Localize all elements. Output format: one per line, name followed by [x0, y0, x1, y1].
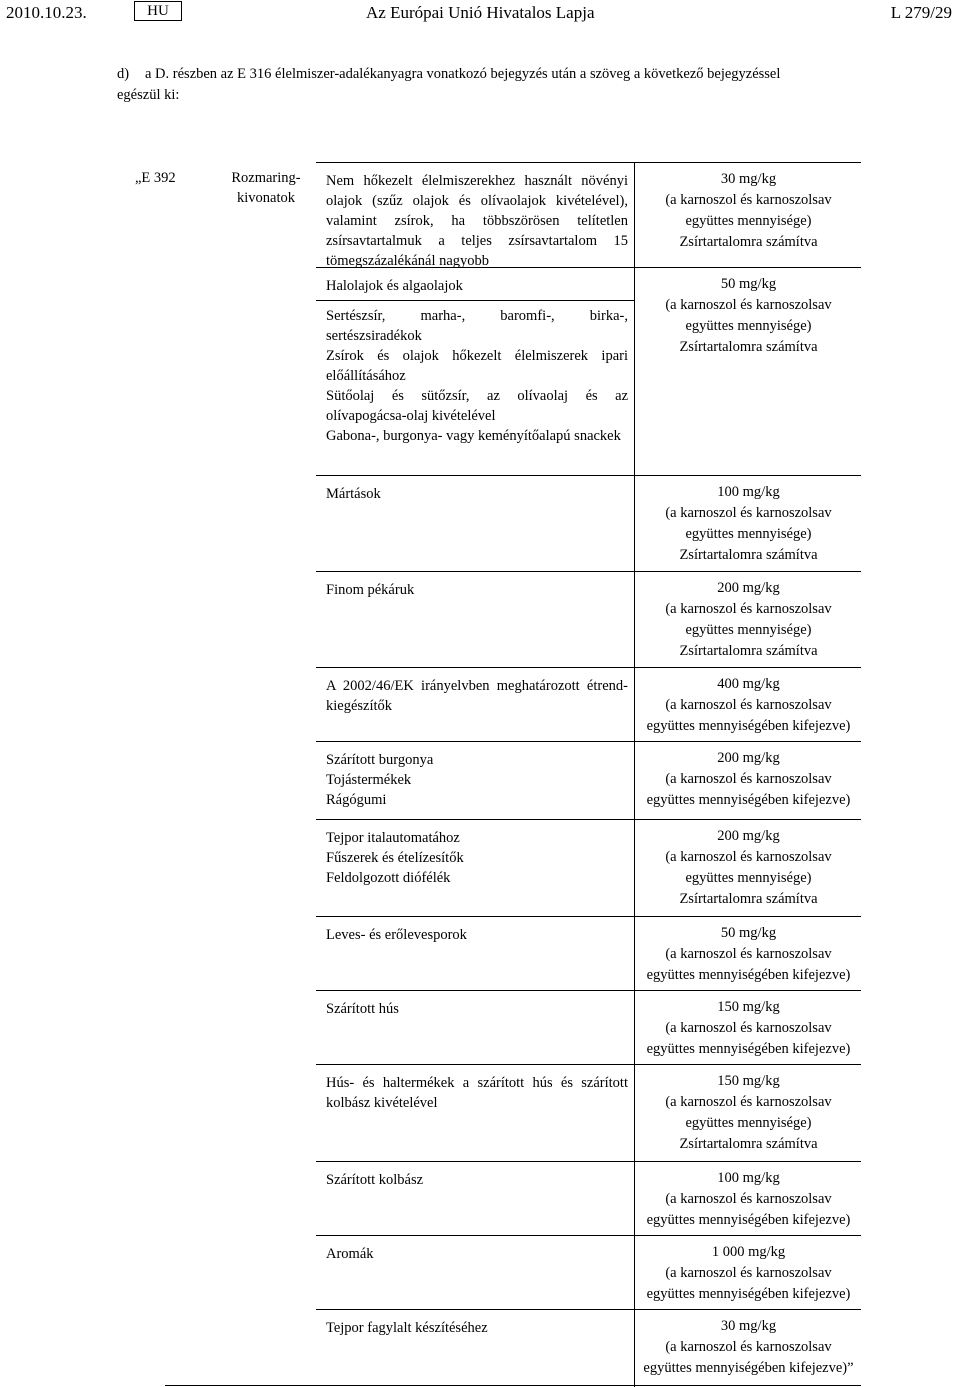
- maximum-level-note: (a karnoszol és karnoszolsav: [665, 849, 832, 865]
- table-row: [316, 163, 861, 268]
- column-separator: [634, 572, 635, 668]
- column-separator: [634, 917, 635, 991]
- maximum-level-cell: [636, 578, 861, 662]
- food-category: Tejpor italautomatához: [326, 830, 460, 846]
- maximum-level-value: 200 mg/kg: [717, 828, 780, 844]
- maximum-level-value: 30 mg/kg: [720, 171, 777, 187]
- maximum-level-cell: [636, 482, 861, 566]
- column-separator: [634, 1310, 635, 1387]
- column-separator: [634, 668, 635, 742]
- additive-name-line-1: Rozmaring-: [231, 170, 301, 186]
- maximum-level-note: (a karnoszol és karnoszolsav: [665, 601, 832, 617]
- category-divider: [316, 300, 634, 301]
- maximum-level-note: együttes mennyisége): [685, 526, 812, 542]
- maximum-level-value: 50 mg/kg: [720, 925, 777, 941]
- table-row: [316, 1162, 861, 1236]
- table-row: [316, 1065, 861, 1162]
- maximum-level-note: (a karnoszol és karnoszolsav: [665, 697, 832, 713]
- maximum-level-cell: [636, 169, 861, 253]
- food-category: Szárított hús: [326, 1001, 399, 1017]
- column-separator: [634, 163, 635, 268]
- maximum-level-cell: [636, 748, 861, 811]
- food-category: Mártások: [326, 486, 381, 502]
- maximum-level-cell: [636, 1242, 861, 1305]
- maximum-level-value: 30 mg/kg: [720, 1318, 777, 1334]
- maximum-level-note: (a karnoszol és karnoszolsav: [665, 297, 832, 313]
- column-separator: [634, 991, 635, 1065]
- language-badge: HU: [134, 1, 182, 21]
- maximum-level-value: 200 mg/kg: [717, 580, 780, 596]
- food-category: Rágógumi: [326, 792, 387, 808]
- maximum-level-note: együttes mennyiségében kifejezve): [646, 792, 851, 808]
- column-separator: [634, 1236, 635, 1310]
- column-separator: [634, 820, 635, 917]
- maximum-level-cell: [636, 1316, 861, 1379]
- journal-title: Az Európai Unió Hivatalos Lapja: [366, 3, 595, 22]
- table-row: [316, 1236, 861, 1310]
- maximum-level-note: együttes mennyiségében kifejezve): [646, 1286, 851, 1302]
- food-category: A 2002/46/EK irányelvben meghatározott étrend-kiegészítők: [326, 678, 628, 714]
- maximum-level-note: együttes mennyiségében kifejezve): [646, 967, 851, 983]
- maximum-level-note: együttes mennyisége): [685, 870, 812, 886]
- maximum-level-cell: [636, 826, 861, 910]
- maximum-level-note: együttes mennyiségében kifejezve): [646, 1041, 851, 1057]
- food-category: Feldolgozott diófélék: [326, 870, 451, 886]
- maximum-level-note: együttes mennyisége): [685, 213, 812, 229]
- food-category: Szárított kolbász: [326, 1172, 424, 1188]
- column-separator: [634, 476, 635, 572]
- food-category-cell: [326, 828, 628, 888]
- table-row: [316, 572, 861, 668]
- maximum-level-note: (a karnoszol és karnoszolsav: [665, 1020, 832, 1036]
- maximum-level-value: 1 000 mg/kg: [711, 1244, 786, 1260]
- maximum-level-note: (a karnoszol és karnoszolsav: [665, 192, 832, 208]
- food-category-cell: [326, 999, 628, 1019]
- maximum-level-note: (a karnoszol és karnoszolsav: [665, 1339, 832, 1355]
- food-category: Tejpor fagylalt készítéséhez: [326, 1320, 488, 1336]
- maximum-level-value: 150 mg/kg: [717, 999, 780, 1015]
- food-category: Hús- és haltermékek a szárított hús és szárított kolbász kivételével: [326, 1075, 628, 1111]
- food-category-cell: [326, 276, 628, 446]
- column-separator: [634, 1065, 635, 1162]
- maximum-level-value: 100 mg/kg: [717, 484, 780, 500]
- maximum-level-note: együttes mennyiségében kifejezve): [646, 718, 851, 734]
- maximum-level-note: együttes mennyisége): [685, 318, 812, 334]
- food-category: Leves- és erőlevesporok: [326, 927, 467, 943]
- page-header: [0, 0, 960, 30]
- food-category: Gabona-, burgonya- vagy keményítőalapú snackek: [326, 428, 621, 444]
- maximum-level-note: Zsírtartalomra számítva: [679, 891, 818, 907]
- column-separator: [634, 742, 635, 820]
- column-separator: [634, 268, 635, 476]
- maximum-level-note: (a karnoszol és karnoszolsav: [665, 1191, 832, 1207]
- maximum-level-cell: [636, 1168, 861, 1231]
- table-row: [316, 742, 861, 820]
- table-row: [316, 668, 861, 742]
- food-category-cell: [326, 171, 628, 271]
- publication-date: 2010.10.23.: [6, 3, 87, 22]
- amendment-intro: [117, 64, 863, 106]
- food-category: Halolajok és algaolajok: [326, 278, 463, 294]
- food-category-cell: [326, 1073, 628, 1113]
- maximum-level-note: együttes mennyisége): [685, 1115, 812, 1131]
- maximum-level-note: (a karnoszol és karnoszolsav: [665, 1265, 832, 1281]
- maximum-level-note: (a karnoszol és karnoszolsav: [665, 771, 832, 787]
- maximum-level-note: Zsírtartalomra számítva: [679, 234, 818, 250]
- maximum-level-value: 100 mg/kg: [717, 1170, 780, 1186]
- food-category: Tojástermékek: [326, 772, 412, 788]
- food-category: Sütőolaj és sütőzsír, az olívaolaj és az olívapogácsa-olaj kivételével: [326, 388, 628, 424]
- item-label: d): [117, 66, 130, 82]
- maximum-level-cell: [636, 997, 861, 1060]
- e-number: „E 392: [135, 170, 176, 186]
- maximum-level-note: együttes mennyiségében kifejezve)”: [643, 1360, 854, 1376]
- column-separator: [634, 1162, 635, 1236]
- table-row: [316, 268, 861, 476]
- maximum-level-cell: [636, 274, 861, 358]
- food-category-cell: [326, 750, 628, 810]
- maximum-level-note: együttes mennyiségében kifejezve): [646, 1212, 851, 1228]
- additive-name-line-2: kivonatok: [237, 190, 295, 206]
- maximum-level-cell: [636, 923, 861, 986]
- food-category-cell: [326, 580, 628, 600]
- maximum-level-cell: [636, 674, 861, 737]
- table-row: [316, 476, 861, 572]
- maximum-level-note: Zsírtartalomra számítva: [679, 339, 818, 355]
- food-category-cell: [326, 925, 628, 945]
- maximum-level-note: (a karnoszol és karnoszolsav: [665, 946, 832, 962]
- page-reference: L 279/29: [890, 3, 952, 22]
- maximum-level-note: Zsírtartalomra számítva: [679, 1136, 818, 1152]
- maximum-level-note: Zsírtartalomra számítva: [679, 547, 818, 563]
- food-category-cell: [326, 1244, 628, 1264]
- additive-name: [226, 168, 306, 208]
- food-category: Sertészsír, marha-, baromfi-, birka-, sertészsiradékok: [326, 308, 628, 344]
- maximum-level-value: 50 mg/kg: [720, 276, 777, 292]
- intro-text-line-1: a D. részben az E 316 élelmiszer-adalékanyagra vonatkozó bejegyzés után a szöveg a következő bejegyzéssel: [145, 66, 781, 82]
- maximum-level-note: (a karnoszol és karnoszolsav: [665, 1094, 832, 1110]
- food-category: Szárított burgonya: [326, 752, 434, 768]
- table-row: [316, 1310, 861, 1386]
- food-category-cell: [326, 676, 628, 716]
- maximum-level-note: Zsírtartalomra számítva: [679, 643, 818, 659]
- maximum-level-value: 200 mg/kg: [717, 750, 780, 766]
- maximum-level-note: (a karnoszol és karnoszolsav: [665, 505, 832, 521]
- maximum-level-value: 150 mg/kg: [717, 1073, 780, 1089]
- table-row: [316, 820, 861, 917]
- maximum-level-value: 400 mg/kg: [717, 676, 780, 692]
- food-category: Aromák: [326, 1246, 374, 1262]
- food-category: Fűszerek és ételízesítők: [326, 850, 464, 866]
- food-category-cell: [326, 1170, 628, 1190]
- food-category: Finom pékáruk: [326, 582, 415, 598]
- food-category-cell: [326, 484, 628, 504]
- table-row: [316, 917, 861, 991]
- food-category: Zsírok és olajok hőkezelt élelmiszerek ipari előállításához: [326, 348, 628, 384]
- table-row: [316, 991, 861, 1065]
- food-category: Nem hőkezelt élelmiszerekhez használt növényi olajok (szűz olajok és olívaolajok kivételével), valamint zsírok, ha többszörösen telítetlen zsírsavtartalmuk a teljes zsírsavtartalom 15 tömegszázalékánál nagyobb: [326, 173, 628, 269]
- food-category-cell: [326, 1318, 628, 1338]
- maximum-level-cell: [636, 1071, 861, 1155]
- intro-text-line-2: egészül ki:: [117, 87, 180, 103]
- maximum-level-note: együttes mennyisége): [685, 622, 812, 638]
